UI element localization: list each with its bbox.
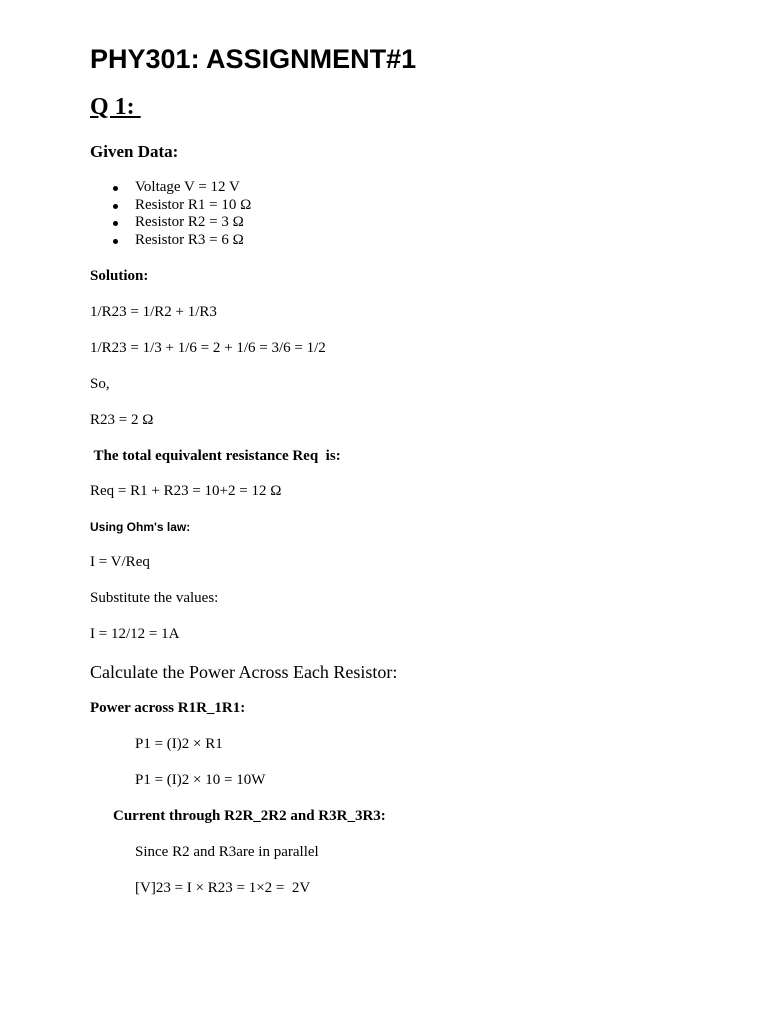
bullet-icon — [113, 239, 118, 244]
v23-line: [V]23 = I × R23 = 1×2 = 2V — [135, 880, 311, 896]
req-heading: The total equivalent resistance Req is: — [90, 448, 341, 464]
current-calc-line: I = 12/12 = 1A — [90, 626, 180, 642]
so-line: So, — [90, 376, 110, 392]
list-item — [113, 197, 251, 215]
r23-calc-line: 1/R23 = 1/3 + 1/6 = 2 + 1/6 = 3/6 = 1/2 — [90, 340, 326, 356]
solution-heading: Solution: — [90, 268, 149, 284]
given-item-r2: Resistor R2 = 3 Ω — [135, 214, 244, 230]
bullet-icon — [113, 204, 118, 209]
question-heading: Q 1: — [90, 94, 141, 120]
parallel-line: Since R2 and R3are in parallel — [135, 844, 319, 860]
given-item-voltage: Voltage V = 12 V — [135, 179, 240, 195]
bullet-icon — [113, 221, 118, 226]
ohms-law-heading: Using Ohm's law: — [90, 520, 191, 534]
list-item — [113, 179, 251, 197]
list-item — [113, 214, 251, 232]
power-heading: Calculate the Power Across Each Resistor: — [90, 662, 398, 682]
p1-formula-line: P1 = (I)2 × R1 — [135, 736, 223, 752]
bullet-icon — [113, 186, 118, 191]
document-title: PHY301: ASSIGNMENT#1 — [90, 44, 417, 74]
req-line: Req = R1 + R23 = 10+2 = 12 Ω — [90, 483, 282, 499]
given-data-heading: Given Data: — [90, 142, 179, 161]
given-data-list — [113, 179, 251, 249]
given-item-r3: Resistor R3 = 6 Ω — [135, 231, 244, 248]
substitute-line: Substitute the values: — [90, 590, 219, 606]
r23-formula-line: 1/R23 = 1/R2 + 1/R3 — [90, 304, 217, 320]
given-item-r1: Resistor R1 = 10 Ω — [135, 196, 252, 213]
power-r1-heading: Power across R1R_1R1: — [90, 700, 246, 716]
current-formula-line: I = V/Req — [90, 554, 150, 570]
p1-calc-line: P1 = (I)2 × 10 = 10W — [135, 772, 266, 788]
list-item — [113, 232, 251, 250]
current-r2-r3-heading: Current through R2R_2R2 and R3R_3R3: — [113, 808, 386, 824]
r23-result-line: R23 = 2 Ω — [90, 412, 154, 428]
